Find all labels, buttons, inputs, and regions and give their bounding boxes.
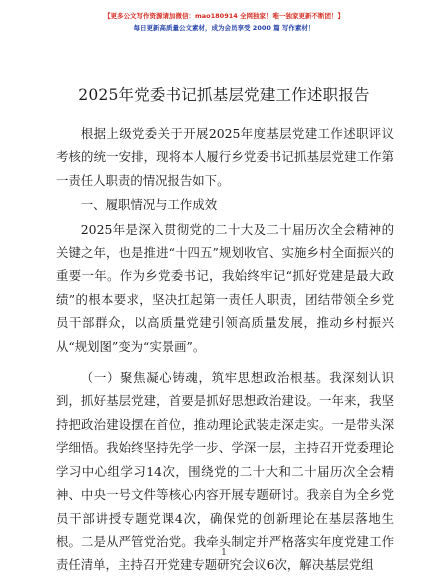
body-paragraph: （一）聚焦凝心铸魂，筑牢思想政治根基。我深刻认识到，抓好基层党建，首要是抓好思想政治建设。一年来，我坚持把政治建设摆在首位，推动理论武装走深走实。一是带头深学细悟。我始终坚持先学一步、学深一层，主持召开党委理论学习中心组学习14次，围绕党的二十大和二十届历次全会精神、中央一号文件等核心内容开展专题研讨。我亲自为全乡党员干部讲授专题党课4次，确保党的创新理论在基层落地生根。二是从严管党治党。我牵头制定并严格落实年度党建工作责任清单，主持召开党建专题研究会议6次，解决基层党组: [56, 370, 394, 573]
document-body: [56, 122, 394, 577]
intro-paragraph: 根据上级党委关于开展2025年度基层党建工作述职评议考核的统一安排，现将本人履行乡党委书记抓基层党建工作第一责任人职责的情况报告如下。: [56, 126, 394, 188]
promo-banner-line1: 【更多公文写作资源请加微信：mao180914 全网独家！唯一独家更新不断团！】: [104, 12, 345, 20]
body-paragraph: 2025年是深入贯彻党的二十大及二十届历次全会精神的关键之年，也是推进“十四五”规划收官、实施乡村全面振兴的重要一年。作为乡党委书记，我始终牢记“抓好党建是最大政绩”的根本要求，坚决扛起第一责任人职责，团结带领全乡党员干部群众，以高质量党建引领高质量发展，推动乡村振兴从“规划图”变为“实景画”。: [56, 221, 394, 354]
document-title: 2025年党委书记抓基层党建工作述职报告: [78, 86, 370, 104]
page-number: 1: [221, 548, 227, 558]
section-heading: 一、履职情况与工作成效: [80, 197, 218, 213]
promo-banner-line2: 每日更新高质量公文素材，成为会员享受 2000 篇 写作素材！: [133, 24, 315, 32]
promo-banner: [104, 10, 344, 34]
